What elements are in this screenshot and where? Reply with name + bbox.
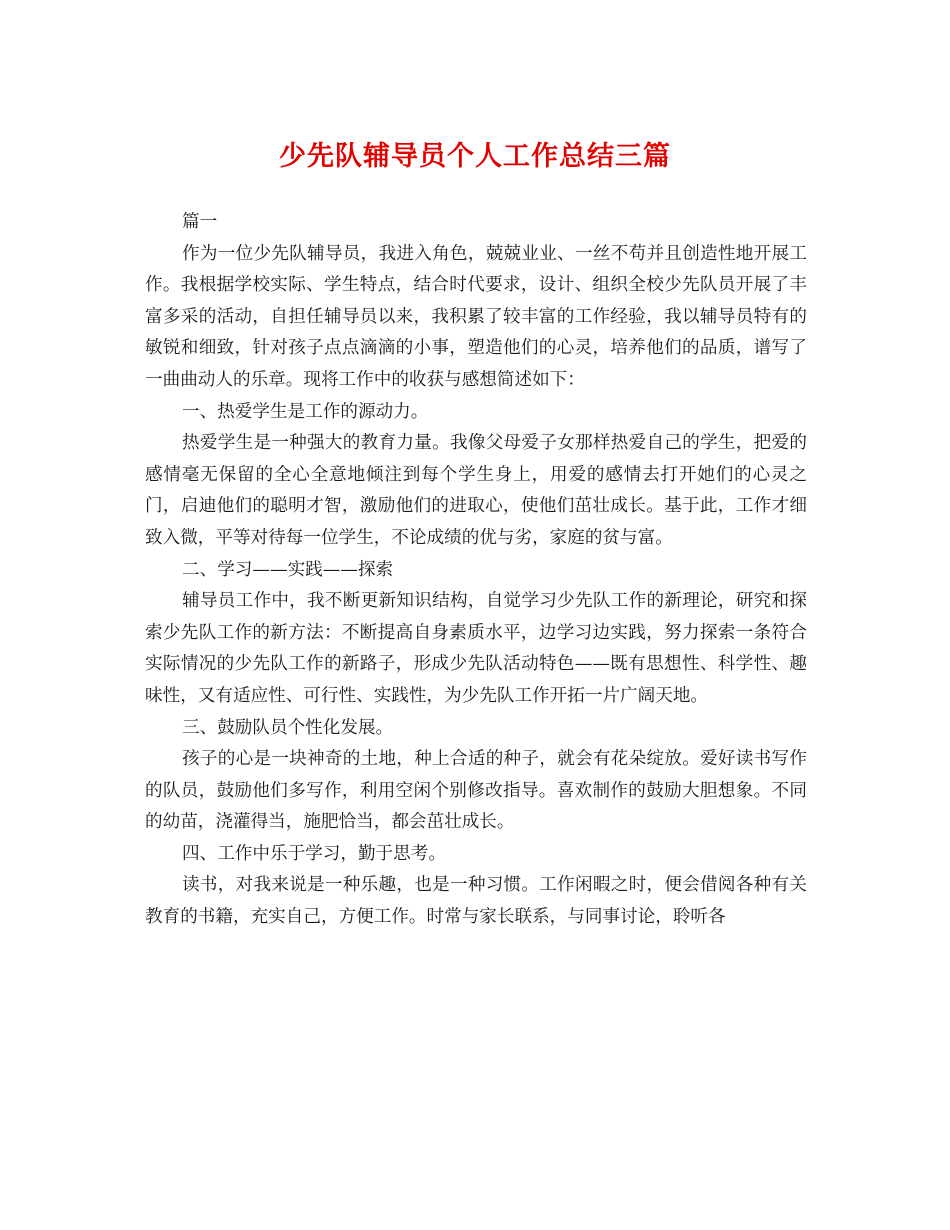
heading-two: 二、学习——实践——探索	[182, 559, 394, 580]
paragraph-two: 辅导员工作中，我不断更新知识结构，自觉学习少先队工作的新理论，研究和探索少先队工作的新方法：不断提高自身素质水平，边学习边实践，努力探索一条符合实际情况的少先队工作的新路子，形成少先队活动特色——既有思想性、科学性、趣味性，又有适应性、可行性、实践性，为少先队工作开拓一片广阔天地。	[145, 591, 807, 706]
heading-four: 四、工作中乐于学习，勤于思考。	[182, 843, 446, 864]
document-title: 少先队辅导员个人工作总结三篇	[279, 141, 671, 172]
paragraph-one: 热爱学生是一种强大的教育力量。我像父母爱子女那样热爱自己的学生，把爱的感情毫无保留的全心全意地倾注到每个学生身上，用爱的感情去打开她们的心灵之门，启迪他们的聪明才智，激励他们的进取心，使他们茁壮成长。基于此，工作才细致入微，平等对待每一位学生，不论成绩的优与劣，家庭的贫与富。	[145, 433, 807, 548]
paragraph-three: 孩子的心是一块神奇的土地，种上合适的种子，就会有花朵绽放。爱好读书写作的队员，鼓励他们多写作，利用空闲个别修改指导。喜欢制作的鼓励大胆想象。不同的幼苗，浇灌得当，施肥恰当，都会茁壮成长。	[145, 749, 807, 833]
document-body	[145, 207, 807, 934]
intro-paragraph: 作为一位少先队辅导员，我进入角色，兢兢业业、一丝不苟并且创造性地开展工作。我根据学校实际、学生特点，结合时代要求，设计、组织全校少先队员开展了丰富多采的活动，自担任辅导员以来，我积累了较丰富的工作经验，我以辅导员特有的敏锐和细致，针对孩子点点滴滴的小事，塑造他们的心灵，培养他们的品质，谱写了一曲曲动人的乐章。现将工作中的收获与感想简述如下：	[145, 243, 807, 390]
heading-one: 一、热爱学生是工作的源动力。	[182, 401, 429, 422]
heading-three: 三、鼓励队员个性化发展。	[182, 717, 394, 738]
section-label: 篇一	[182, 212, 218, 232]
paragraph-four: 读书，对我来说是一种乐趣，也是一种习惯。工作闲暇之时，便会借阅各种有关教育的书籍，充实自己，方便工作。时常与家长联系，与同事讨论，聆听各	[145, 875, 807, 928]
